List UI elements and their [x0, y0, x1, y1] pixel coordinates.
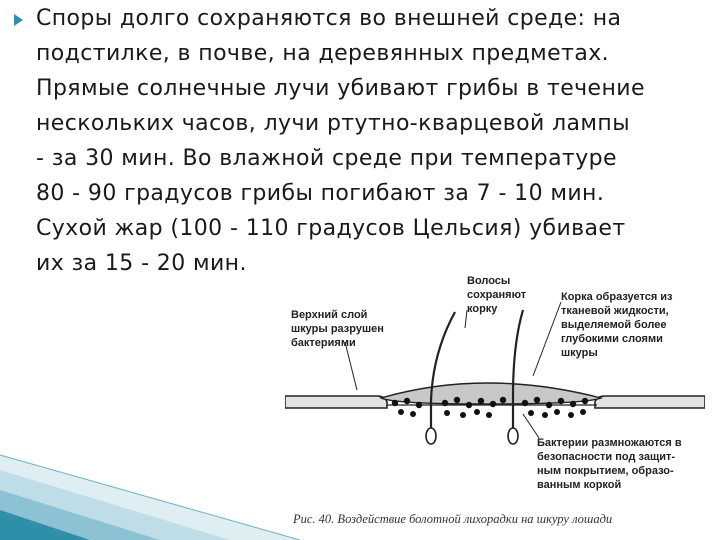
figure-caption: Рис. 40. Воздействие болотной лихорадки на шкуру лошади [293, 512, 613, 526]
label-top-layer [291, 308, 384, 350]
label-hairs [467, 274, 526, 316]
label-line: сохраняют [467, 289, 527, 301]
paragraph-line: Сухой жар (100 - 110 градусов Цельсия) убивает [36, 216, 626, 241]
label-line: шкуры разрушен [291, 323, 384, 335]
paragraph-line: Споры долго сохраняются во внешней среде: на [36, 6, 622, 31]
main-paragraph [36, 1, 716, 281]
paragraph-line: подстилке, в почве, на деревянных предметах. [36, 41, 610, 66]
label-line: шкуры [561, 347, 598, 359]
label-line: Верхний слой [291, 309, 368, 321]
label-line: безопасности под защит- [537, 451, 676, 463]
label-bacteria [537, 436, 682, 492]
bullet-arrow-icon [14, 14, 23, 26]
label-line: тканевой жидкости, [561, 305, 669, 317]
paragraph-line: нескольких часов, лучи ртутно-кварцевой лампы [36, 111, 630, 136]
label-line: корку [467, 303, 498, 315]
label-line: выделяемой более [561, 319, 667, 331]
paragraph-line: - за 30 мин. Во влажной среде при температуре [36, 146, 617, 171]
paragraph-line: их за 15 - 20 мин. [36, 251, 247, 276]
skin-diagram-figure [285, 272, 705, 540]
label-line: Бактерии размножаются в [537, 437, 682, 449]
label-line: Волосы [467, 275, 511, 287]
label-crust [561, 290, 673, 360]
label-line: глубокими слоями [561, 333, 663, 345]
label-line: бактериями [291, 337, 356, 349]
paragraph-line: 80 - 90 градусов грибы погибают за 7 - 10 мин. [36, 181, 605, 206]
label-line: ванным коркой [537, 479, 622, 491]
label-line: Корка образуется из [561, 291, 673, 303]
paragraph-line: Прямые солнечные лучи убивают грибы в течение [36, 76, 645, 101]
label-line: ным покрытием, образо- [537, 465, 674, 477]
